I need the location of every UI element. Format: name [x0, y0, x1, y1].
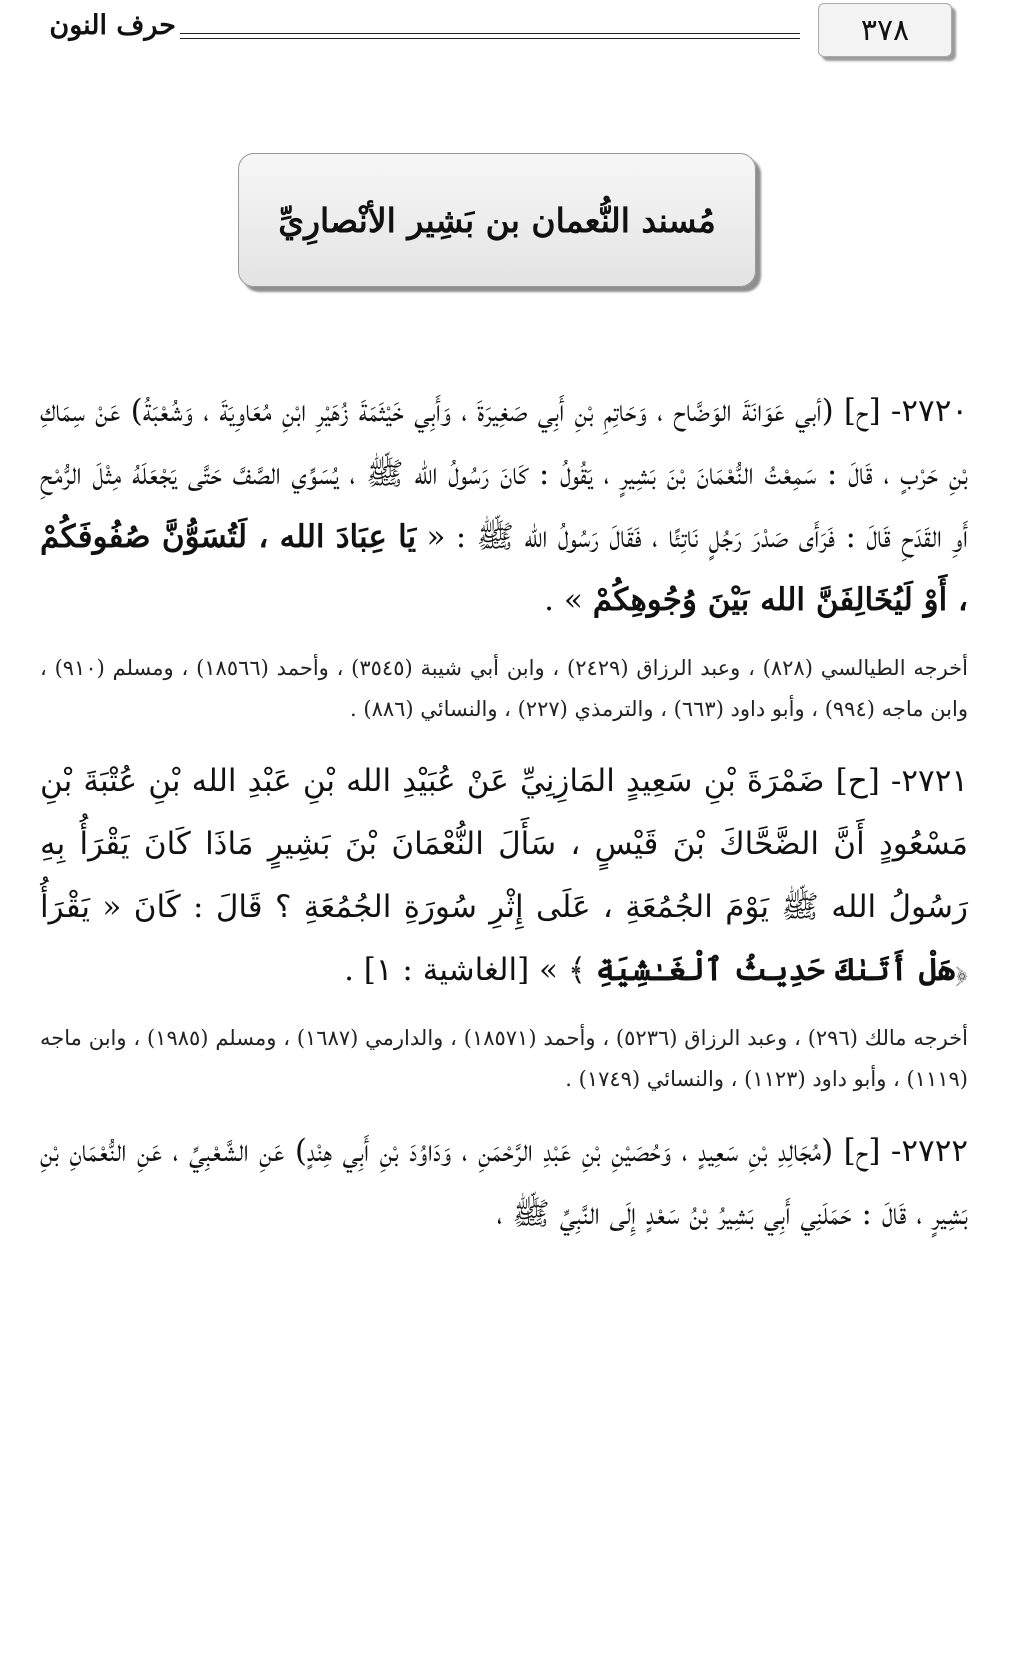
running-head: حرف النون	[49, 10, 176, 41]
hadith-number: ٢٧٢٠-	[890, 393, 968, 429]
hadith-text: [ح] ضَمْرَةَ بْنِ سَعِيدٍ المَازِنِيِّ عَنْ عُبَيْدِ الله بْنِ عَبْدِ الله بْنِ عُتْبَةَ بْنِ مَسْعُودٍ أَنَّ الضَّحَّاكَ بْنَ قَيْسٍ ، سَأَلَ النُّعْمَانَ بْنَ بَشِيرٍ مَاذَا كَانَ يَقْرَأُ بِهِ رَسُولُ الله ﷺ يَوْمَ الجُمُعَةِ ، عَلَى إِثْرِ سُورَةِ الجُمُعَةِ ؟ قَالَ : كَانَ « يَقْرَأُ ﴿	[40, 763, 968, 988]
hadith-text: [ح] (أبي عَوَانَةَ الوَضَّاح ، وَحَاتِمِ بْنِ أَبِي صَغِيرَةَ ، وَأَبِي خَيْثَمَةَ زُهَيْرِ ابْنِ مُعَاوِيَةَ ، وَشُعْبَةُ) عَنْ سِمَاكِ بْنِ حَرْبٍ ، قَالَ : سَمِعْتُ النُّعْمَانَ بْنَ بَشِيرٍ ، يَقُولُ : كَانَ رَسُولُ الله ﷺ ، يُسَوِّي الصَّفَّ حَتَّى يَجْعَلَهُ مِثْلَ الرُّمْحِ أَوِ القَدَحِ قَالَ : فَرَأَى صَدْرَ رَجُلٍ نَاتِئًا ، فَقَالَ رَسُولُ الله ﷺ : «	[40, 393, 968, 555]
takhrij-note: أخرجه مالك (٢٩٦) ، وعبد الرزاق (٥٢٣٦) ، وأحمد (١٨٥٧١) ، والدارمي (١٦٨٧) ، ومسلم (١٩٨٥) ، وابن ماجه (١١١٩) ، وأبو داود (١١٢٣) ، والنسائي (١٧٤٩) .	[40, 1026, 968, 1091]
hadith-entry	[40, 380, 968, 632]
takhrij-note: أخرجه الطيالسي (٨٢٨) ، وعبد الرزاق (٢٤٢٩) ، وابن أبي شيبة (٣٥٤٥) ، وأحمد (١٨٥٦٦) ، ومسلم (٩١٠) ، وابن ماجه (٩٩٤) ، وأبو داود (٦٦٣) ، والترمذي (٢٢٧) ، والنسائي (٨٨٦) .	[40, 656, 968, 721]
hadith-text: [ح] (مُجَالِدِ بْنِ سَعِيدٍ ، وَحُصَيْنِ بْنِ عَبْدِ الرَّحْمَنِ ، وَدَاوُدَ بْنِ أَبِي هِنْدٍ) عَنِ الشَّعْبِيِّ ، عَنِ النُّعْمَانِ بْنِ بَشِيرٍ ، قَالَ : حَمَلَنِي أَبِي بَشِيرُ بْنُ سَعْدٍ إِلَى النَّبِيِّ ﷺ ،	[40, 1133, 968, 1232]
quran-verse: هَلْ أَتَىٰكَ حَدِيثُ ٱلْغَـٰشِيَةِ	[595, 952, 956, 988]
hadith-number: ٢٧٢٢-	[890, 1133, 968, 1169]
page-number: ٣٧٨	[818, 3, 952, 57]
main-content	[40, 380, 968, 1246]
hadith-entry	[40, 750, 968, 1002]
section-title-box	[238, 153, 756, 287]
hadith-entry	[40, 1120, 968, 1246]
section-title: مُسند النُّعمان بن بَشِير الأنْصارِيِّ	[278, 200, 716, 240]
hadith-matn-bold: يَا عِبَادَ الله ، لَتُسَوُّنَّ صُفُوفَكُمْ ، أَوْ لَيُخَالِفَنَّ الله بَيْنَ وُجُوهِكُمْ	[40, 519, 968, 618]
header-rule	[180, 33, 800, 39]
hadith-number: ٢٧٢١-	[890, 763, 968, 799]
hadith-text-end: ﴾ » [الغاشية : ١] .	[344, 952, 596, 988]
hadith-text-end: » .	[544, 582, 593, 618]
